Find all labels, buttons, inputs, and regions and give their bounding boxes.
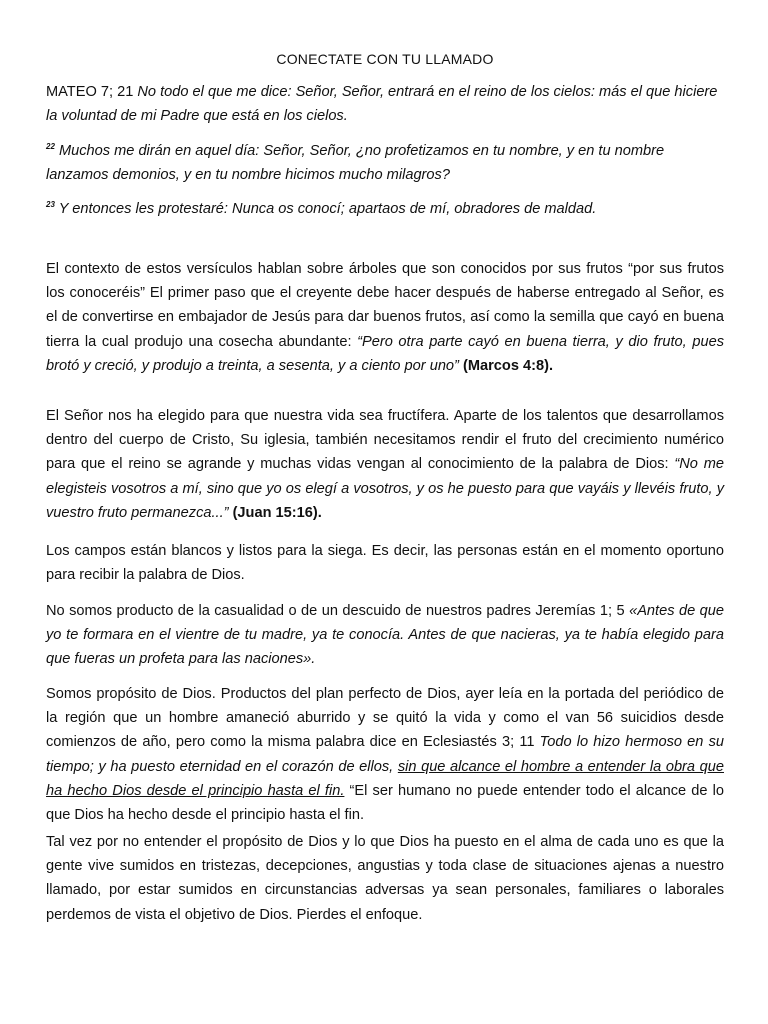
paragraph-5-quote: Todo lo hizo hermoso en su tiempo; y ha puesto eternidad en el corazón de ellos,: [46, 734, 724, 775]
paragraph-4-text: No somos producto de la casualidad o de un descuido de nuestros padres Jeremías 1; 5: [46, 603, 630, 619]
verse-23-text: Y entonces les protestaré: Nunca os conocí; apartaos de mí, obradores de maldad.: [54, 201, 597, 217]
paragraph-4: [46, 599, 724, 672]
paragraph-4-quote: «Antes de que yo te formara en el vientre de tu madre, ya te conocía. Antes de que nacieras, ya te había elegido para que fueras un profeta para las naciones».: [46, 603, 724, 668]
paragraph-6: [46, 830, 724, 927]
paragraph-1: [46, 257, 724, 378]
paragraph-2: [46, 404, 724, 525]
paragraph-3-text: Los campos están blancos y listos para la siega. Es decir, las personas están en el momento oportuno para recibir la palabra de Dios.: [46, 543, 724, 584]
paragraph-1-quote: “Pero otra parte cayó en buena tierra, y dio fruto, pues brotó y creció, y produjo a treinta, a sesenta, y a ciento por uno”: [46, 333, 724, 374]
page-title: CONECTATE CON TU LLAMADO: [276, 51, 494, 67]
paragraph-5: [46, 682, 724, 827]
paragraph-1-text: El contexto de estos versículos hablan sobre árboles que son conocidos por sus frutos “por sus frutos los conoceréis” El primer paso que el creyente debe hacer después de haberse entregado al Señor, es el de convertirse en embajador de Jesús para dar buenos frutos, así como la semilla que cayó en buena tierra la cual produjo una cosecha abundante:: [46, 261, 724, 350]
paragraph-5-text: Somos propósito de Dios. Productos del plan perfecto de Dios, ayer leía en la portada del periódico de la región que un hombre amaneció aburrido y se quitó la vida y como el van 56 suicidios desde comienzos de año, pero como la misma palabra dice en Eclesiastés 3; 11: [46, 686, 724, 751]
paragraph-2-reference: (Juan 15:16).: [228, 504, 322, 521]
verse-21-ref: MATEO 7; 21: [46, 84, 138, 100]
verse-22: [46, 139, 724, 187]
verse-23: [46, 197, 724, 221]
verse-22-number: 22: [46, 142, 55, 152]
paragraph-5-tail: “El ser humano no puede entender todo el alcance de lo que Dios ha hecho desde el principio hasta el fin.: [46, 782, 725, 824]
verse-23-number: 23: [46, 200, 55, 210]
paragraph-5-underlined: sin que alcance el hombre a entender la obra que ha hecho Dios desde el principio hasta el fin.: [46, 758, 724, 799]
paragraph-2-text: El Señor nos ha elegido para que nuestra vida sea fructífera. Aparte de los talentos que desarrollamos dentro del cuerpo de Cristo, Su iglesia, también necesitamos rendir el fruto del crecimiento numérico para que el reino se agrande y muchas vidas vengan al conocimiento de la palabra de Dios:: [46, 408, 724, 473]
verse-21: [46, 80, 724, 128]
verse-22-text: Muchos me dirán en aquel día: Señor, Señor, ¿no profetizamos en tu nombre, y en tu nombre lanzamos demonios, y en tu nombre hicimos mucho milagros?: [46, 143, 665, 183]
verse-21-text: No todo el que me dice: Señor, Señor, entrará en el reino de los cielos: más el que hiciere la voluntad de mi Padre que está en los cielos.: [46, 84, 718, 124]
paragraph-1-reference: (Marcos 4:8).: [458, 357, 553, 374]
paragraph-2-quote: “No me elegisteis vosotros a mí, sino que yo os elegí a vosotros, y os he puesto para que vayáis y llevéis fruto, y vuestro fruto permanezca...”: [46, 456, 724, 521]
paragraph-3: [46, 539, 724, 587]
paragraph-6-text: Tal vez por no entender el propósito de Dios y lo que Dios ha puesto en el alma de cada uno es que la gente vive sumidos en tristezas, decepciones, angustias y toda clase de situaciones ajenas a nuestro llamado, por estar sumidos en circunstancias adversas ya sean personales, familiares o laborales perdemos de vista el objetivo de Dios. Pierdes el enfoque.: [46, 834, 724, 923]
